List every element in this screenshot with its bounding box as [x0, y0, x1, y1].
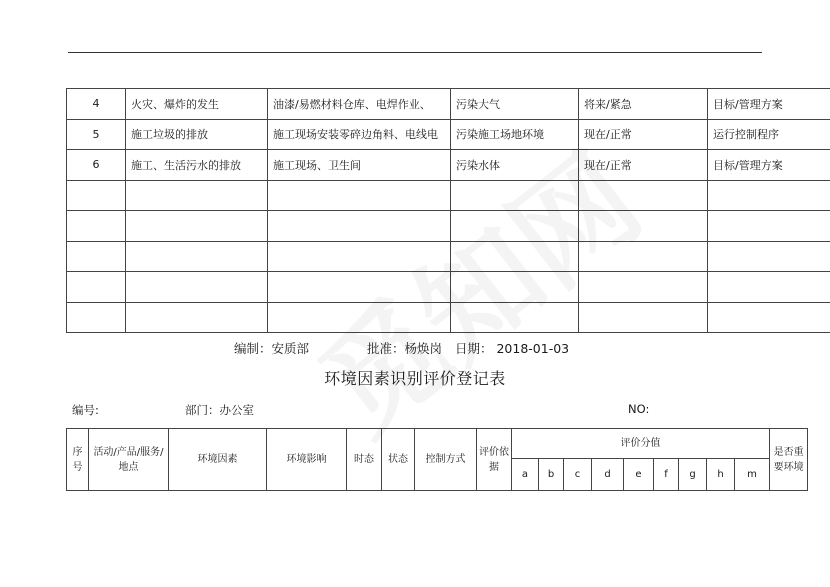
cell-state: 将来/紧急: [579, 89, 708, 120]
header-control: 控制方式: [415, 429, 477, 491]
cell-no: [67, 302, 126, 333]
cell-control: 目标/管理方案: [708, 150, 830, 181]
cell-impact: [451, 272, 579, 303]
cell-impact: 污染施工场地环境: [451, 119, 579, 150]
cell-activity: [126, 302, 268, 333]
approved-by: 批准：杨焕岗: [367, 341, 443, 356]
cell-no: [67, 241, 126, 272]
cell-impact: [451, 241, 579, 272]
cell-activity: 施工垃圾的排放: [126, 119, 268, 150]
cell-control: [708, 211, 830, 242]
table-row: [67, 272, 830, 303]
cell-control: [708, 241, 830, 272]
cell-no: 4: [67, 89, 126, 120]
header-impact: 环境影响: [267, 429, 347, 491]
cell-impact: 污染大气: [451, 89, 579, 120]
table-row: [67, 211, 830, 242]
cell-activity: [126, 211, 268, 242]
header-factor: 环境因素: [169, 429, 267, 491]
cell-no: 6: [67, 150, 126, 181]
header-basis: 评价依据: [477, 429, 512, 491]
header-rule: [68, 52, 762, 53]
cell-state: [579, 180, 708, 211]
score-col-b: b: [539, 459, 564, 491]
score-col-a: a: [512, 459, 539, 491]
cell-impact: [451, 211, 579, 242]
header-score: 评价分值: [512, 429, 770, 459]
no-label: NO:: [628, 402, 650, 416]
cell-impact: [451, 302, 579, 333]
cell-state: [579, 272, 708, 303]
code-label: 编号:: [72, 403, 99, 417]
cell-activity: [126, 272, 268, 303]
table-row: [67, 150, 830, 181]
score-col-h: h: [707, 459, 735, 491]
table-row: [67, 180, 830, 211]
header-seq: 序号: [67, 429, 89, 491]
cell-activity: 施工、生活污水的排放: [126, 150, 268, 181]
cell-state: [579, 241, 708, 272]
cell-no: [67, 272, 126, 303]
cell-place: [268, 180, 451, 211]
cell-state: [579, 211, 708, 242]
score-col-g: g: [679, 459, 707, 491]
cell-state: 现在/正常: [579, 150, 708, 181]
cell-place: [268, 241, 451, 272]
cell-impact: [451, 180, 579, 211]
score-col-c: c: [564, 459, 592, 491]
header-activity: 活动/产品/服务/地点: [89, 429, 169, 491]
cell-no: 5: [67, 119, 126, 150]
register-table: [66, 428, 808, 491]
cell-control: 运行控制程序: [708, 119, 830, 150]
dept-label: 部门：办公室: [185, 403, 254, 417]
cell-place: 油漆/易燃材料仓库、电焊作业、: [268, 89, 451, 120]
header-tense: 时态: [347, 429, 382, 491]
cell-place: 施工现场、卫生间: [268, 150, 451, 181]
table-row: [67, 302, 830, 333]
cell-control: [708, 302, 830, 333]
cell-place: [268, 272, 451, 303]
date: 日期： 2018-01-03: [455, 341, 570, 356]
cell-control: [708, 180, 830, 211]
cell-activity: [126, 180, 268, 211]
cell-place: 施工现场安装零碎边角料、电线电: [268, 119, 451, 150]
cell-no: [67, 180, 126, 211]
page-title: 环境因素识别评价登记表: [324, 369, 506, 388]
score-col-e: e: [624, 459, 654, 491]
cell-activity: [126, 241, 268, 272]
score-col-d: d: [592, 459, 624, 491]
score-col-f: f: [654, 459, 679, 491]
compiled-by: 编制：安质部: [234, 341, 310, 356]
table-row: [67, 89, 830, 120]
score-col-m: m: [735, 459, 770, 491]
cell-activity: 火灾、爆炸的发生: [126, 89, 268, 120]
cell-place: [268, 302, 451, 333]
cell-no: [67, 211, 126, 242]
header-state: 状态: [382, 429, 415, 491]
factor-table: [66, 88, 830, 333]
cell-place: [268, 211, 451, 242]
cell-state: 现在/正常: [579, 119, 708, 150]
table-row: [67, 241, 830, 272]
header-important: 是否重要环境: [770, 429, 808, 491]
table-row: [67, 119, 830, 150]
cell-control: 目标/管理方案: [708, 89, 830, 120]
cell-control: [708, 272, 830, 303]
cell-impact: 污染水体: [451, 150, 579, 181]
cell-state: [579, 302, 708, 333]
